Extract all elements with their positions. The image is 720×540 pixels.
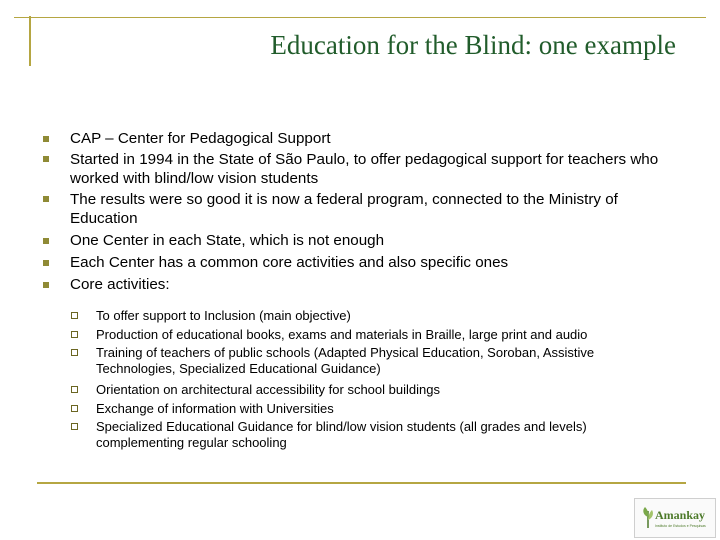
square-bullet-icon [43,238,49,244]
sub-list-item: Specialized Educational Guidance for blind/low vision students (all grades and levels) complementing regular schooling [68,419,668,451]
list-item: CAP – Center for Pedagogical Support [40,128,680,150]
hollow-square-bullet-icon [71,423,78,430]
core-activities-list [68,306,668,454]
slide-title: Education for the Blind: one example [270,30,676,60]
list-item: Core activities: [40,274,680,296]
main-bullet-list [40,128,680,296]
left-accent-rule [29,16,31,66]
list-item: The results were so good it is now a federal program, connected to the Ministry of Education [40,190,680,228]
square-bullet-icon [43,156,49,162]
leaf-icon [641,505,655,529]
logo-name: Amankay [655,508,706,522]
logo-tagline: Instituto de Estudos e Pesquisas [655,524,706,528]
sub-list-item: Production of educational books, exams and materials in Braille, large print and audio [68,325,668,344]
hollow-square-bullet-icon [71,405,78,412]
top-rule [14,17,706,18]
hollow-square-bullet-icon [71,312,78,319]
bottom-rule [37,482,686,484]
square-bullet-icon [43,282,49,288]
square-bullet-icon [43,136,49,142]
amankay-logo [634,498,716,538]
sub-list-item: Exchange of information with Universities [68,399,668,418]
hollow-square-bullet-icon [71,386,78,393]
hollow-square-bullet-icon [71,349,78,356]
list-item: Each Center has a common core activities and also specific ones [40,252,680,274]
list-item: Started in 1994 in the State of São Paulo, to offer pedagogical support for teachers who worked with blind/low vision students [40,150,680,188]
square-bullet-icon [43,260,49,266]
square-bullet-icon [43,196,49,202]
sub-list-item: Orientation on architectural accessibility for school buildings [68,380,668,399]
hollow-square-bullet-icon [71,331,78,338]
sub-list-item: Training of teachers of public schools (Adapted Physical Education, Soroban, Assistive Technologies, Specialized Educational Guidance) [68,345,668,377]
list-item: One Center in each State, which is not enough [40,230,680,252]
sub-list-item: To offer support to Inclusion (main objective) [68,306,668,325]
